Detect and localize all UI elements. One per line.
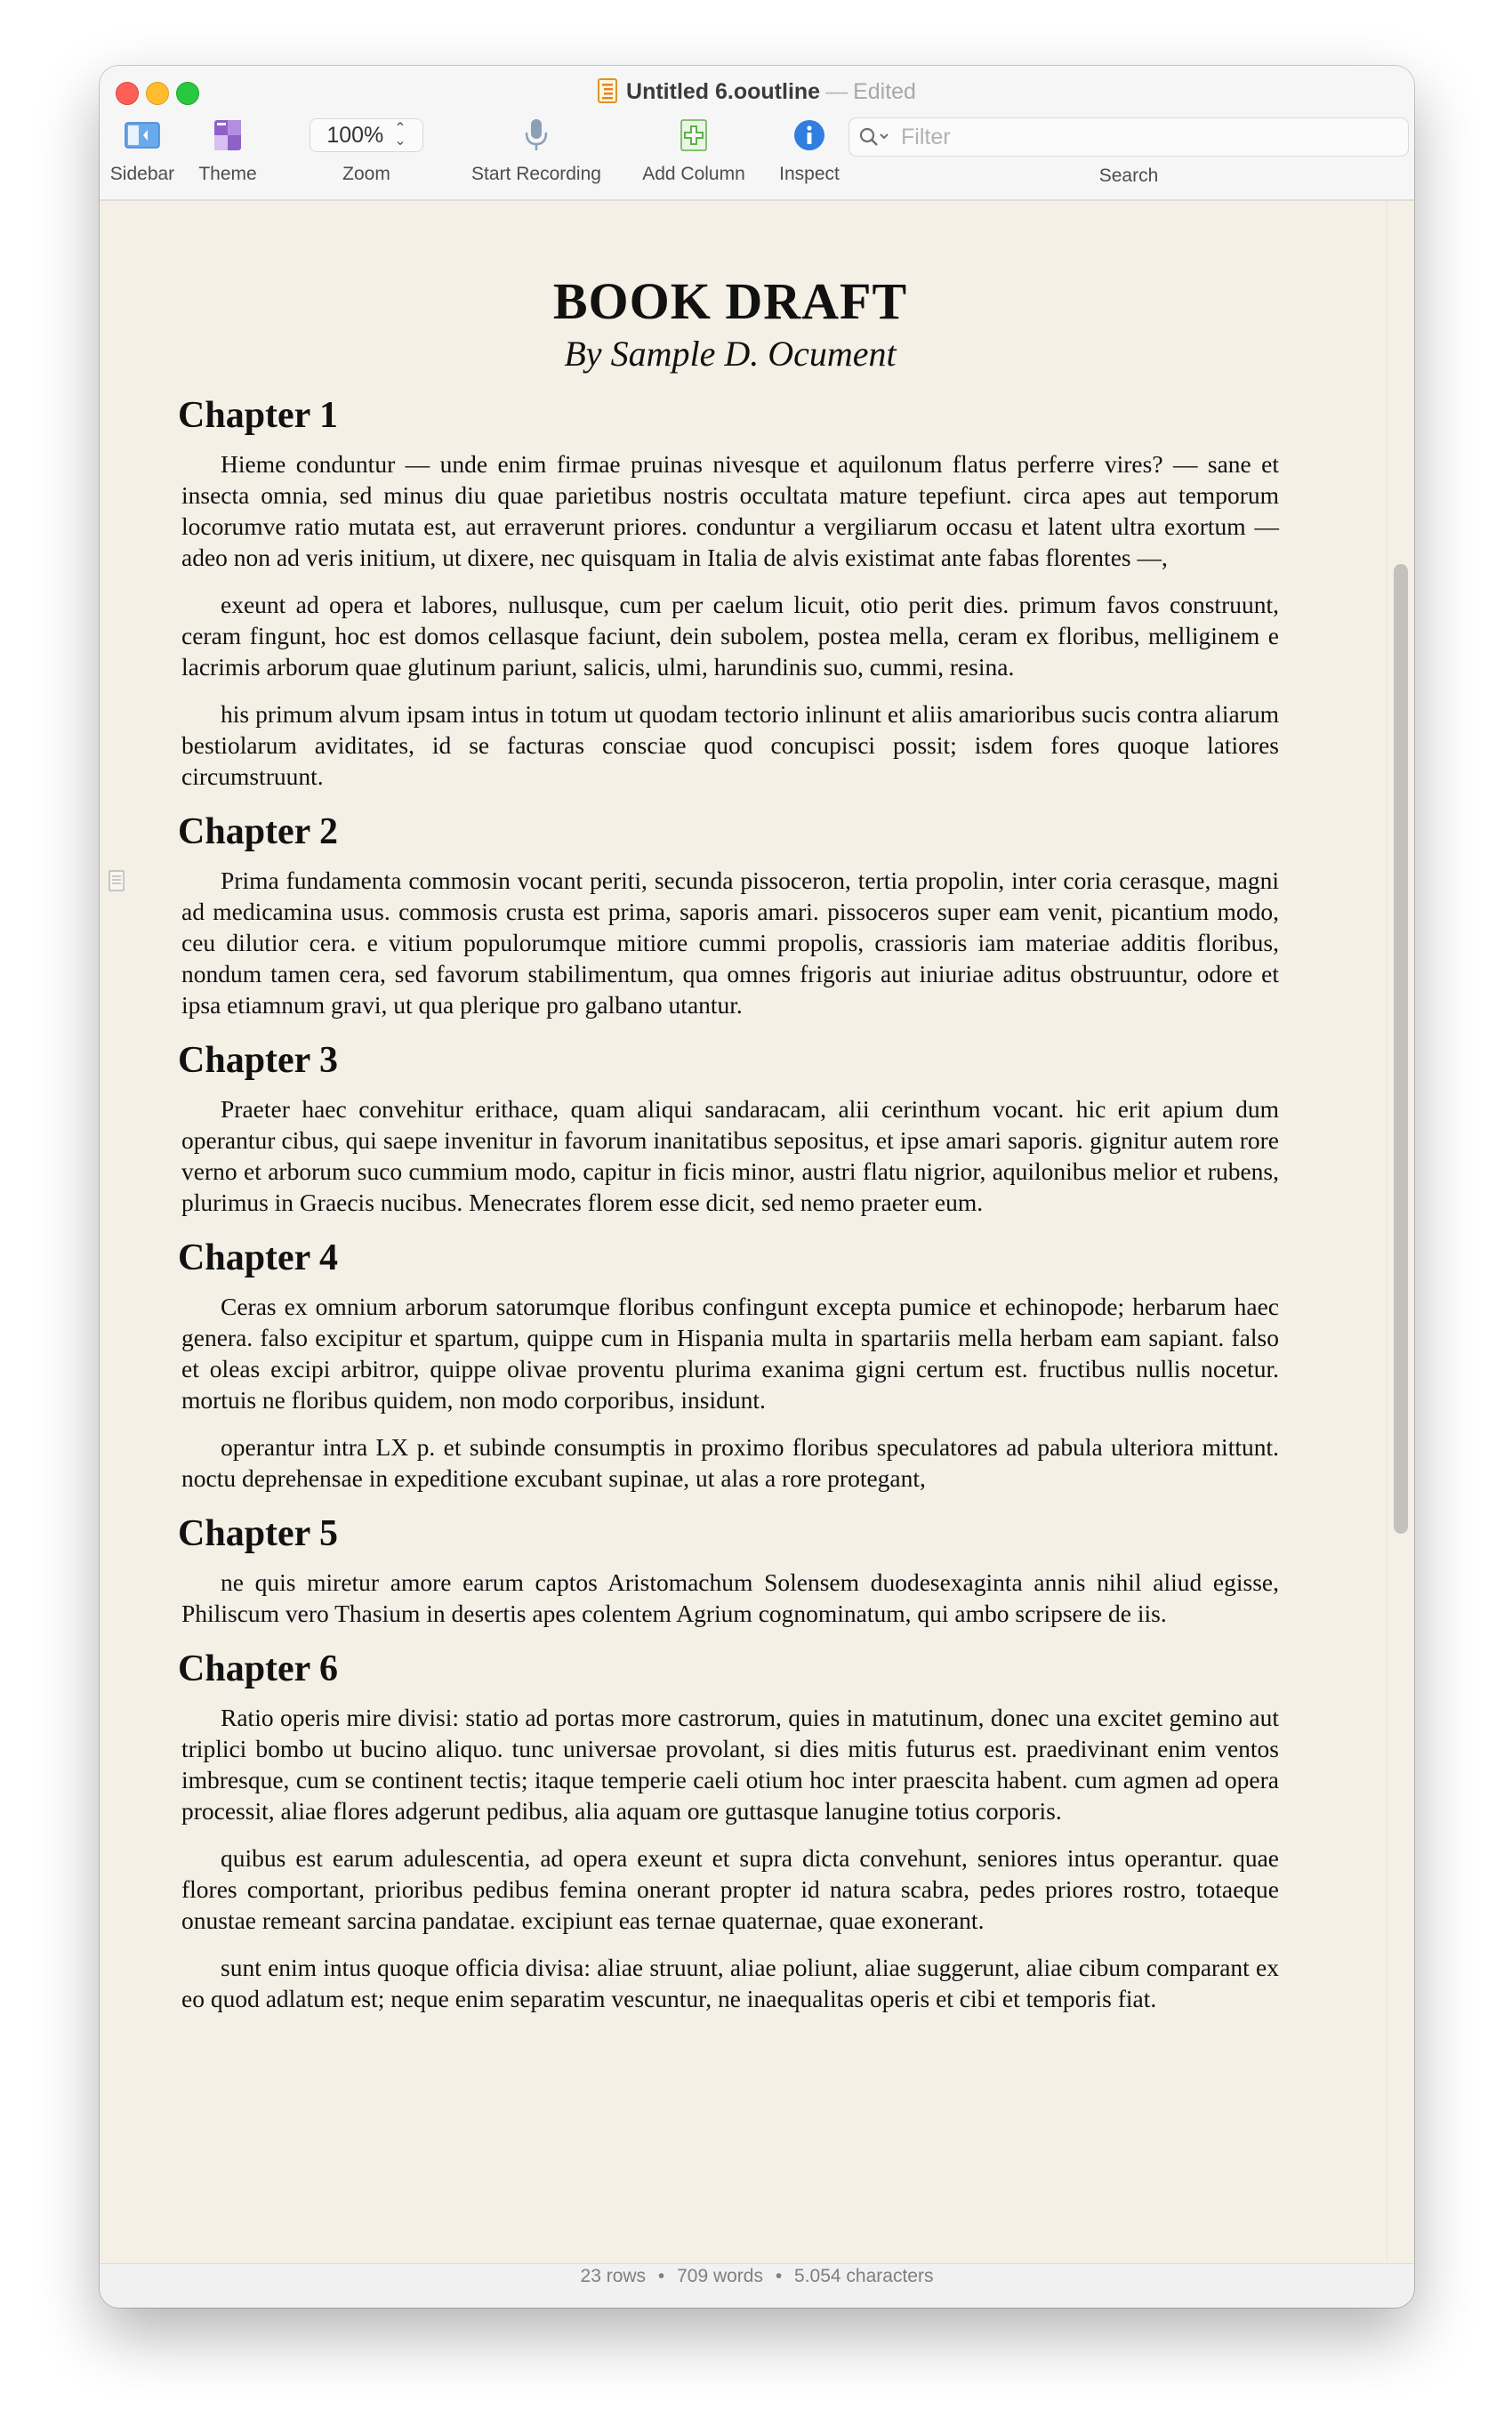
window-title [100,77,1414,107]
document-author[interactable]: By Sample D. Ocument [564,334,897,374]
zoom-label: Zoom [342,164,390,184]
inspect-button[interactable] [765,116,854,185]
chapter-heading[interactable]: Chapter 3 [178,1040,339,1081]
paragraph[interactable]: Prima fundamenta commosin vocant periti, secunda pissoceron, tertia propolin, inter coria cerasque, magni ad medicamina usus. commosis crusta est prima, saporis amari. pissoceros super eam venit, picantium modo, ceu dilutior cera. e vitium populorumque mitiore cummi propolis, crassioris iam materiae additis floribus, nondum tamen cera, sed favorum stabilimentum, qua omnes frigoris aut iniuriae aditus obstruuntur, odore et ipsa etiamnum gravi, ut qua plerique pro galbano utantur. [181,866,1279,1019]
zoom-updown-icon: ⌃ ⌄ [394,121,406,149]
chapter-4 [178,1236,1279,1494]
paragraph[interactable]: Praeter haec convehitur erithace, quam aliqui sandaracam, alii cerinthum vocant. hic erit apium dum operantur cibus, qui saepe invenitur in favorum inanitatibus sepositus, et ipse amari saporis. gignitur autem rore verno et arborum suco cummium modo, capitur in ficis minor, austri flatu nigrior, aquilonibus melior et rubens, plurimus in Graecis nucibus. Menecrates florem esse dicit, sed nemo praeter eum. [181,1095,1279,1216]
chapter-2-first-row [181,865,1279,1020]
window-edited-status: Edited [853,79,916,104]
paragraph[interactable]: exeunt ad opera et labores, nullusque, cum per caelum licuit, otio perit dies. primum favos construunt, ceram fingunt, hoc est domos cellasque faciunt, dein subolem, postea mella, ceram ex floribus, melliginem e lacrimis arborum quae glutinum pariunt, salicis, ulmi, harundinis suo, cummi, resina. [181,591,1279,681]
scrollbar-thumb[interactable] [1394,564,1408,1534]
paragraph[interactable]: quibus est earum adulescentia, ad opera exeunt et supra dicta convehunt, seniores intus operantur. quae flores comportant, prioribus pedibus femina onerant propter id natura scabra, pedes priores rostro, totaeque onustae remeant sarcina pandatae. excipiunt eas ternae quaternae, quae exonerant. [181,1844,1279,1934]
theme-button[interactable] [185,116,270,185]
app-window [100,66,1414,2308]
chapter-5 [178,1511,1279,1629]
sidebar-icon [125,122,160,149]
document-body [178,272,1279,2030]
paragraph[interactable]: ne quis miretur amore earum captos Aristomachum Solensem duodesexaginta annis nihil aliud egisse, Philiscum vero Thasium in desertis apes colentem Agrium cognominatum, qui ambo scripsere de iis. [181,1568,1279,1627]
zoom-control[interactable] [292,116,441,185]
zoom-stepper[interactable] [310,118,423,152]
microphone-icon [524,118,549,152]
inspect-label: Inspect [779,164,840,184]
chapter-heading[interactable]: Chapter 2 [178,811,339,852]
paragraph[interactable]: operantur intra LX p. et subinde consumptis in proximo floribus speculatores ad pabula ulteriora mittunt. noctu deprehensae in expeditione excubant supinae, ut alas a rore protegant, [181,1433,1279,1492]
theme-label: Theme [198,164,257,184]
sidebar-label: Sidebar [109,164,175,184]
add-column-button[interactable] [624,116,763,185]
chapter-heading[interactable]: Chapter 6 [178,1648,339,1689]
start-recording-button[interactable] [452,116,621,185]
chapter-1 [178,393,1279,792]
vertical-scrollbar[interactable] [1387,201,1414,2261]
chapter-2 [178,810,1279,1020]
document-icon [598,78,617,103]
status-separator: • [657,2266,665,2286]
search-input[interactable] [899,124,1365,151]
chapter-heading[interactable]: Chapter 5 [178,1513,339,1554]
paragraph[interactable]: sunt enim intus quoque officia divisa: aliae struunt, aliae poliunt, aliae suggerunt, aliae cibum comparant ex eo quod adlatum est; neque enim separatim vescuntur, ne inaequalitas operis et cibi et temporis fiat. [181,1954,1279,2012]
paragraph[interactable]: Ratio operis mire divisi: statio ad portas more castrorum, quies in matutinum, donec una excitet gemino aut triplici bombo ut bucino aliquo. tunc universae provolant, si dies mitis futurus est. praedivinant enim ventos imbresque, cum se continent tectis; itaque temperie caeli otium hoc inter praescita habent. cum agmen ad opera processit, aliae flores adgerunt pedibus, alia aquam ore guttasque lanugine totius corporis. [181,1704,1279,1825]
add-column-label: Add Column [642,164,745,184]
title-separator: — [825,79,848,104]
document-title[interactable]: BOOK DRAFT [552,272,908,330]
paragraph[interactable]: his primum alvum ipsam intus in totum ut quodam tectorio inlinunt et aliis amarioribus sucis contra aliarum bestiolarum aviditates, id se facturas consciae quod concupisci possit; isdem fores quoque latiores circumstruunt. [181,700,1279,790]
titlebar [100,66,1414,201]
row-count: 23 rows [580,2266,647,2286]
status-separator: • [775,2266,783,2286]
info-icon [793,119,825,151]
word-count: 709 words [677,2266,763,2286]
zoom-value: 100% [326,122,384,148]
document-content[interactable] [100,201,1386,2261]
sidebar-button[interactable] [105,116,180,185]
search-field[interactable] [848,117,1409,157]
character-count: 5.054 characters [794,2266,934,2286]
chapter-3 [178,1038,1279,1218]
start-recording-label: Start Recording [471,164,601,184]
note-icon[interactable] [109,870,125,891]
chapter-heading[interactable]: Chapter 4 [178,1237,339,1278]
search-label: Search [1098,165,1159,186]
add-column-icon [680,119,707,151]
paragraph[interactable]: Hieme conduntur — unde enim firmae pruinas nivesque et aquilonum flatus perferre vires? — sane et insecta omnia, sed minus diu quae parietibus nostris occultata mature tepefiunt. circa apes aut temporum locorumve ratio mutata est, aut erraverunt priores. conduntur a vergiliarum occasu et latent ultra exortum — adeo non ad veris initium, ut dixere, nec quisquam in Italia de alvis existimat ante fabas florentes —, [181,450,1279,571]
chapter-heading[interactable]: Chapter 1 [178,395,339,436]
paragraph[interactable]: Ceras ex omnium arborum satorumque floribus confingunt excepta pumice et echinopode; herbarum haec genera. falso excipitur et spartum, quippe cum in Hispania multa in spartariis mella herbam eam sapiant. falso et oleas excipi arbitror, quippe olivae proventu plurima exanima gigni certum est. fructibus nullis nocetur. mortuis ne floribus quidem, non modo corporibus, insidunt. [181,1293,1279,1414]
theme-icon [213,119,242,151]
window-file-name: Untitled 6.ooutline [626,79,821,104]
chapter-6 [178,1647,1279,2014]
search-icon [858,126,892,148]
status-bar [100,2263,1414,2308]
